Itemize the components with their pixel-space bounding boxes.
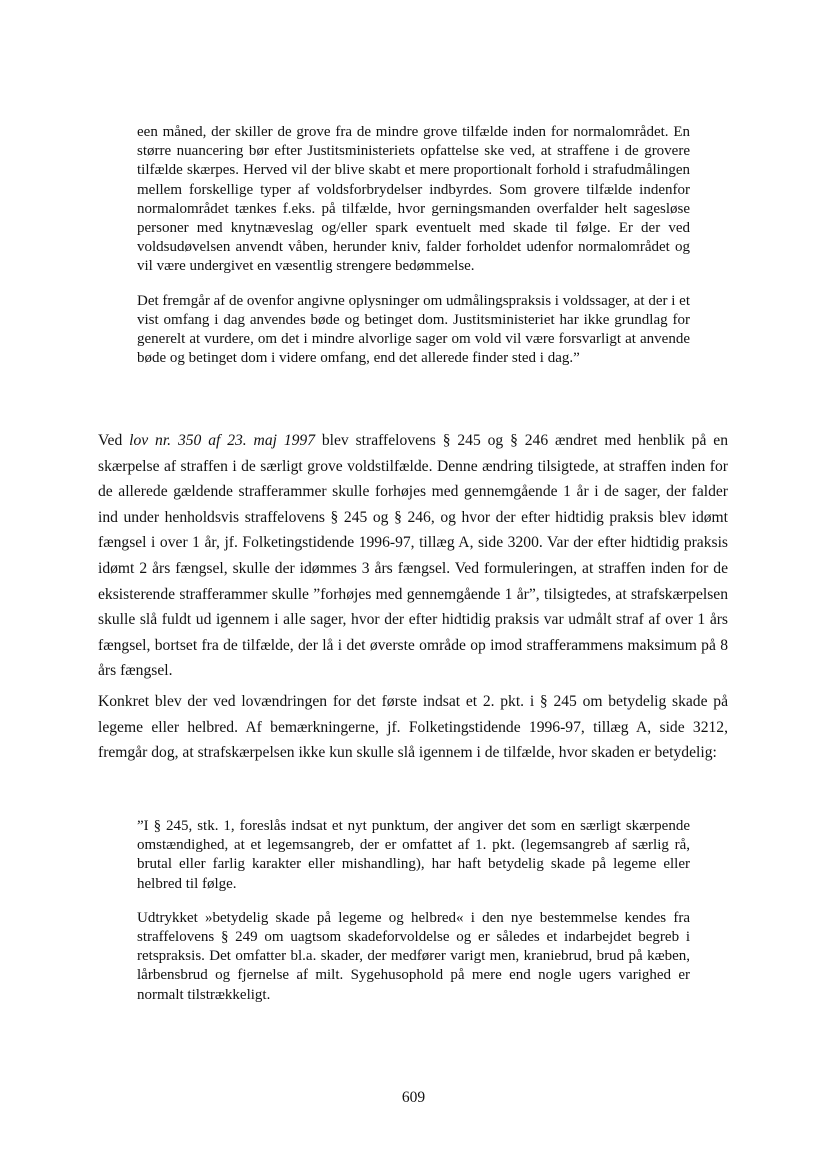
body-paragraph (98, 428, 728, 684)
body-text: Ved (98, 432, 130, 449)
quote-paragraph: Det fremgår af de ovenfor angivne oplysninger om udmålingspraksis i voldssager, at der i et vist omfang i dag anvendes bøde og betinget dom. Justitsministeriet har ikke grundlag for generelt at vurdere, om det i mindre alvorlige sager om vold vil være forsvarligt at anvende bøde og betinget dom i videre omfang, end det allerede finder sted i dag.” (137, 292, 690, 367)
block-quote-continued (137, 123, 690, 368)
law-reference: lov nr. 350 af 23. maj 1997 (129, 432, 316, 449)
quote-paragraph: Udtrykket »betydelig skade på legeme og helbred« i den nye bestemmelse kendes fra straffelovens § 249 om uagtsom skadeforvoldelse og er således et indarbejdet begreb i retspraksis. Det omfatter bl.a. skader, der medfører varigt men, kraniebrud, brud på kæben, lårbensbrud og fjernelse af milt. Sygehusophold på mere end nogle ugers varighed er normalt tilstrækkeligt. (137, 909, 690, 1003)
quote-paragraph: ”I § 245, stk. 1, foreslås indsat et nyt punktum, der angiver det som en særligt skærpende omstændighed, at et legemsangreb, der er omfattet af 1. pkt. (legemsangreb af særlig rå, brutal eller farlig karakter eller mishandling), har haft betydelig skade på legeme eller helbred til følge. (137, 818, 690, 892)
body-text: blev straffelovens § 245 og § 246 ændret med henblik på en skærpelse af straffen i de særligt grove voldstilfælde. Denne ændring tilsigtede, at straffen inden for de allerede gældende strafferammer skulle forhøjes med gennemgående 1 år i de sager, der falder ind under henholdsvis straffelovens § 245 og § 246, og hvor der efter hidtidig praksis blev idømt fængsel i over 1 år, jf. Folketingstidende 1996-97, tillæg A, side 3200. Var der efter hidtidig praksis idømt 2 års fængsel, skulle der idømmes 3 års fængsel. Ved formuleringen, at straffen inden for de eksisterende strafferammer skulle ”forhøjes med gennemgående 1 år”, tilsigtedes, at strafskærpelsen skulle slå fuldt ud igennem i alle sager, hvor der efter hidtidig praksis var udmålt straf af over 1 års fængsel, bortset fra de tilfælde, der lå i det øverste område op imod strafferammens maksimum på 8 års fængsel. (98, 432, 728, 680)
block-quote-remarks (137, 817, 690, 1005)
body-paragraph-specific (98, 689, 728, 766)
page-number: 609 (401, 1089, 426, 1106)
body-paragraph-law-change (98, 428, 728, 684)
quote-paragraph: een måned, der skiller de grove fra de mindre grove tilfælde inden for normalområdet. En større nuancering bør efter Justitsministeriets opfattelse ske ved, at straffene i de grovere tilfælde skærpes. Herved vil der blive skabt et mere proportionalt forhold i strafudmålingen mellem forskellige typer af voldsforbrydelser indbyrdes. Som grovere tilfælde indenfor normalområdet tænkes f.eks. på tilfælde, hvor gerningsmanden overfalder helt sagesløse personer med knytnæveslag og/eller spark eventuelt med skade til følge. Er der ved voldsudøvelsen anvendt våben, herunder kniv, falder forholdet udenfor normalområdet og vil være undergivet en væsentlig strengere bedømmelse. (137, 124, 690, 275)
body-paragraph: Konkret blev der ved lovændringen for det første indsat et 2. pkt. i § 245 om betydelig skade på legeme eller helbred. Af bemærkningerne, jf. Folketingstidende 1996-97, tillæg A, side 3212, fremgår dog, at strafskærpelsen ikke kun skulle slå igennem i de tilfælde, hvor skaden er betydelig: (98, 693, 728, 762)
